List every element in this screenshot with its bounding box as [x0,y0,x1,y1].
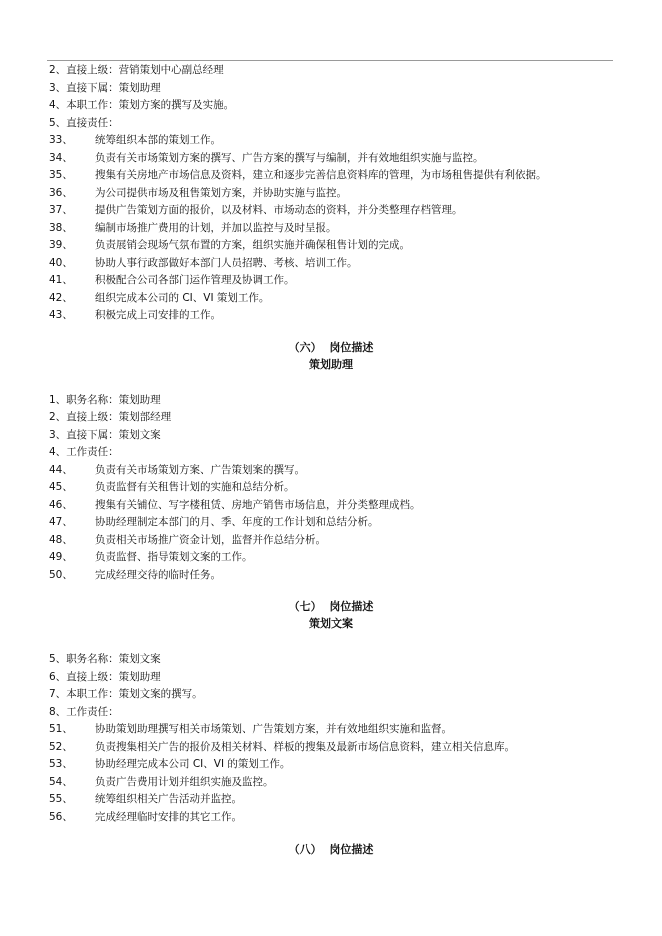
list-item: 54、 负责广告费用计划并组织实施及监控。 [49,776,274,788]
list-item: 53、 协助经理完成本公司 CI、VI 的策划工作。 [49,758,291,770]
section-heading: （七） 岗位描述 [288,600,374,613]
list-item: 8、工作责任： [49,706,119,718]
list-item: 47、 协助经理制定本部门的月、季、年度的工作计划和总结分析。 [49,516,379,528]
list-item: 4、本职工作：策划方案的撰写及实施。 [49,99,235,111]
list-item: 51、 协助策划助理撰写相关市场策划、广告策划方案，并有效地组织实施和监督。 [49,723,452,735]
list-item: 46、 搜集有关铺位、写字楼租赁、房地产销售市场信息，并分类整理成档。 [49,499,421,511]
list-item: 5、职务名称：策划文案 [49,653,161,665]
list-item: 55、 统筹组织相关广告活动并监控。 [49,793,242,805]
list-item: 42、 组织完成本公司的 CI、VI 策划工作。 [49,292,270,304]
list-item: 52、 负责搜集相关广告的报价及相关材料、样板的搜集及最新市场信息资料，建立相关信息库。 [49,741,515,753]
list-item: 56、 完成经理临时安排的其它工作。 [49,811,242,823]
list-item: 44、 负责有关市场策划方案、广告策划案的撰写。 [49,464,305,476]
list-item: 40、 协助人事行政部做好本部门人员招聘、考核、培训工作。 [49,257,358,269]
list-item: 36、 为公司提供市场及租售策划方案，并协助实施与监控。 [49,187,347,199]
list-item: 45、 负责监督有关租售计划的实施和总结分析。 [49,481,295,493]
list-item: 34、 负责有关市场策划方案的撰写、广告方案的撰写与编制，并有效地组织实施与监控。 [49,152,484,164]
list-item: 48、 负责相关市场推广资金计划，监督并作总结分析。 [49,534,326,546]
section-subheading: 策划助理 [309,358,353,371]
list-item: 5、直接责任： [49,117,119,129]
list-item: 35、 搜集有关房地产市场信息及资料，建立和逐步完善信息资料库的管理，为市场租售提供有利依据。 [49,169,547,181]
list-item: 6、直接上级：策划助理 [49,671,161,683]
list-item: 2、直接上级：营销策划中心副总经理 [49,64,224,76]
list-item: 7、本职工作：策划文案的撰写。 [49,688,203,700]
list-item: 50、 完成经理交待的临时任务。 [49,569,221,581]
list-item: 2、直接上级：策划部经理 [49,411,172,423]
list-item: 41、 积极配合公司各部门运作管理及协调工作。 [49,274,295,286]
list-item: 3、直接下属：策划文案 [49,429,161,441]
list-item: 4、工作责任： [49,446,119,458]
section-subheading: 策划文案 [309,617,353,630]
list-item: 1、职务名称：策划助理 [49,394,161,406]
section-heading: （八） 岗位描述 [288,843,374,856]
section-heading: （六） 岗位描述 [288,341,374,354]
list-item: 3、直接下属：策划助理 [49,82,161,94]
list-item: 43、 积极完成上司安排的工作。 [49,309,221,321]
list-item: 38、 编制市场推广费用的计划，并加以监控与及时呈报。 [49,222,337,234]
list-item: 33、 统筹组织本部的策划工作。 [49,134,221,146]
list-item: 49、 负责监督、指导策划文案的工作。 [49,551,253,563]
list-item: 37、 提供广告策划方面的报价，以及材料、市场动态的资料，并分类整理存档管理。 [49,204,463,216]
list-item: 39、 负责展销会现场气氛布置的方案，组织实施并确保租售计划的完成。 [49,239,410,251]
